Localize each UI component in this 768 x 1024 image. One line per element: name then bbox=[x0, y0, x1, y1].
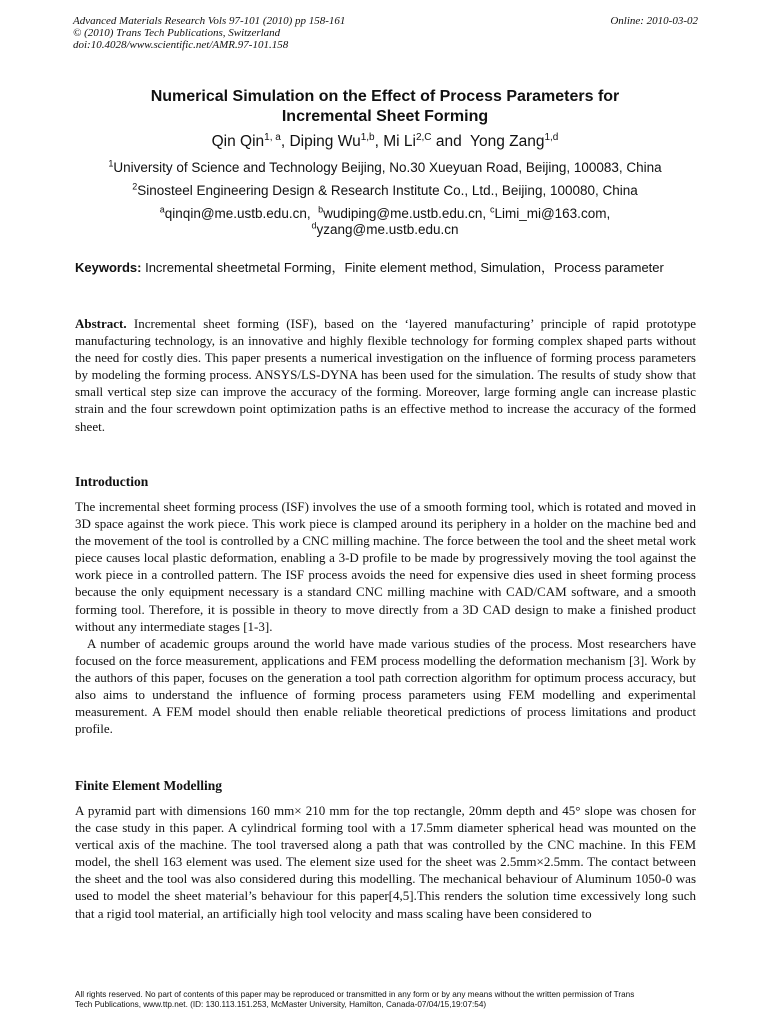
online-date: Online: 2010-03-02 bbox=[610, 15, 698, 27]
email-superscript: a bbox=[159, 204, 165, 215]
copyright-line: © (2010) Trans Tech Publications, Switzerland bbox=[73, 27, 281, 39]
email-c[interactable]: Limi_mi@163.com, bbox=[494, 206, 611, 221]
abstract-block bbox=[75, 315, 696, 435]
introduction-heading: Introduction bbox=[75, 474, 149, 489]
email-d[interactable]: yzang@me.ustb.edu.cn bbox=[316, 222, 459, 237]
email-line-1 bbox=[60, 205, 710, 222]
affiliation-superscript: 1 bbox=[108, 158, 114, 169]
author-name: Mi Li bbox=[383, 133, 416, 150]
author-name: Diping Wu bbox=[289, 133, 361, 150]
author-superscript: 2,C bbox=[415, 131, 432, 143]
affiliation-2 bbox=[60, 182, 710, 199]
paper-title bbox=[60, 87, 710, 127]
author-name: Yong Zang bbox=[470, 133, 545, 150]
footer-line-2: Tech Publications, www.ttp.net. (ID: 130.113.151.253, McMaster University, Hamilton, Canada-07/04/15,19:07:54) bbox=[75, 999, 487, 1009]
abstract-text: Incremental sheet forming (ISF), based on the ‘layered manufacturing’ principle of rapid prototype manufacturing technology, is an innovative and highly flexible technology for forming complex shaped parts without the need for costly dies. This paper presents a numerical investigation on the influence of forming process parameters by modeling the forming process. ANSYS/LS-DYNA has been used for the simulation. The results of study show that small vertical step size can improve the accuracy of the forming. Moreover, large forming angle can increase plastic strain and the four screwdown point optimization paths is an effective method to increase the accuracy of the formed sheet. bbox=[75, 316, 696, 434]
email-a[interactable]: qinqin@me.ustb.edu.cn, bbox=[164, 206, 311, 221]
affiliation-text: University of Science and Technology Beijing, No.30 Xueyuan Road, Beijing, 100083, China bbox=[113, 160, 662, 175]
introduction-paragraph-1: The incremental sheet forming process (ISF) involves the use of a smooth forming tool, which is rotated and moved in 3D space against the work piece. This work piece is clamped around its periphery in a holder on the machine bed and the movement of the tool is controlled by a CNC milling machine. The force between the tool and the sheet metal work piece causes local plastic deformation, enabling a 3-D profile to be made by progressively moving the tool against the work piece in a controlled pattern. The ISF process avoids the need for expensive dies used in sheet forming process because the only equipment necessary is a standard CNC milling machine with CAD/CAM software, and a smooth forming tool. Therefore, it is possible in theory to move directly from a 3D CAD design to make a finished product without any intermediate stages [1-3]. bbox=[75, 499, 696, 634]
author-separator: and bbox=[431, 133, 471, 150]
author-superscript: 1,b bbox=[360, 131, 375, 143]
copyright-footer bbox=[75, 990, 700, 1009]
keywords-text: Incremental sheetmetal Forming，Finite element method, Simulation，Process parameter bbox=[141, 260, 664, 275]
title-line-2: Incremental Sheet Forming bbox=[281, 108, 489, 125]
title-line-1: Numerical Simulation on the Effect of Process Parameters for bbox=[150, 88, 620, 105]
journal-citation: Advanced Materials Research Vols 97-101 (2010) pp 158-161 bbox=[73, 15, 346, 27]
affiliation-text: Sinosteel Engineering Design & Research Institute Co., Ltd., Beijing, 100080, China bbox=[137, 183, 638, 198]
keywords-block bbox=[75, 260, 695, 276]
email-b[interactable]: wudiping@me.ustb.edu.cn, bbox=[323, 206, 487, 221]
journal-header bbox=[73, 15, 698, 51]
affiliation-superscript: 2 bbox=[132, 181, 138, 192]
author-list bbox=[60, 132, 710, 152]
introduction-paragraph-2: A number of academic groups around the world have made various studies of the process. Most researchers have focused on the force measurement, applications and FEM process modelling the deformation mechanism [3]. Work by the authors of this paper, focuses on the generation a tool path correction algorithm for optimum process accuracy, but also aims to understand the influence of forming process parameters using FEM modelling and experimental measurement. A FEM model should then enable reliable theoretical predictions of process limitations and product profile. bbox=[75, 635, 696, 737]
fem-heading: Finite Element Modelling bbox=[75, 778, 222, 793]
author-separator: , bbox=[280, 133, 290, 150]
doi-line[interactable]: doi:10.4028/www.scientific.net/AMR.97-101.158 bbox=[73, 39, 289, 51]
author-superscript: 1,d bbox=[544, 131, 559, 143]
author-name: Qin Qin bbox=[211, 133, 265, 150]
footer-line-1: All rights reserved. No part of contents of this paper may be reproduced or transmitted in any form or by any means without the written permission of Trans bbox=[75, 990, 635, 999]
email-superscript: c bbox=[489, 204, 495, 215]
email-line-2 bbox=[60, 221, 710, 238]
author-superscript: 1, a bbox=[264, 131, 281, 143]
fem-paragraph-1: A pyramid part with dimensions 160 mm× 210 mm for the top rectangle, 20mm depth and 45° slope was chosen for the case study in this paper. A cylindrical forming tool with a 17.5mm diameter spherical head was mounted on the vertical axis of the machine. The tool traversed along a path that was controlled by the CNC machine. In this FEM model, the shell 163 element was used. The element size used for the sheet was 2.5mm×2.5mm. The contact between the sheet and the tool was also considered during this modelling. The mechanical behaviour of Aluminum 1050-0 was used to model the sheet material’s behaviour for this paper[4,5].This renders the solution time excessively long such that a rigid tool material, an artificially high tool velocity and mass scaling have been considered to bbox=[75, 803, 696, 921]
keywords-label: Keywords: bbox=[75, 260, 142, 275]
affiliation-1 bbox=[60, 159, 710, 176]
introduction-body bbox=[75, 498, 696, 737]
email-superscript: d bbox=[311, 220, 317, 231]
fem-body bbox=[75, 802, 696, 922]
abstract-label: Abstract. bbox=[75, 316, 127, 331]
email-superscript: b bbox=[318, 204, 324, 215]
author-separator: , bbox=[374, 133, 384, 150]
